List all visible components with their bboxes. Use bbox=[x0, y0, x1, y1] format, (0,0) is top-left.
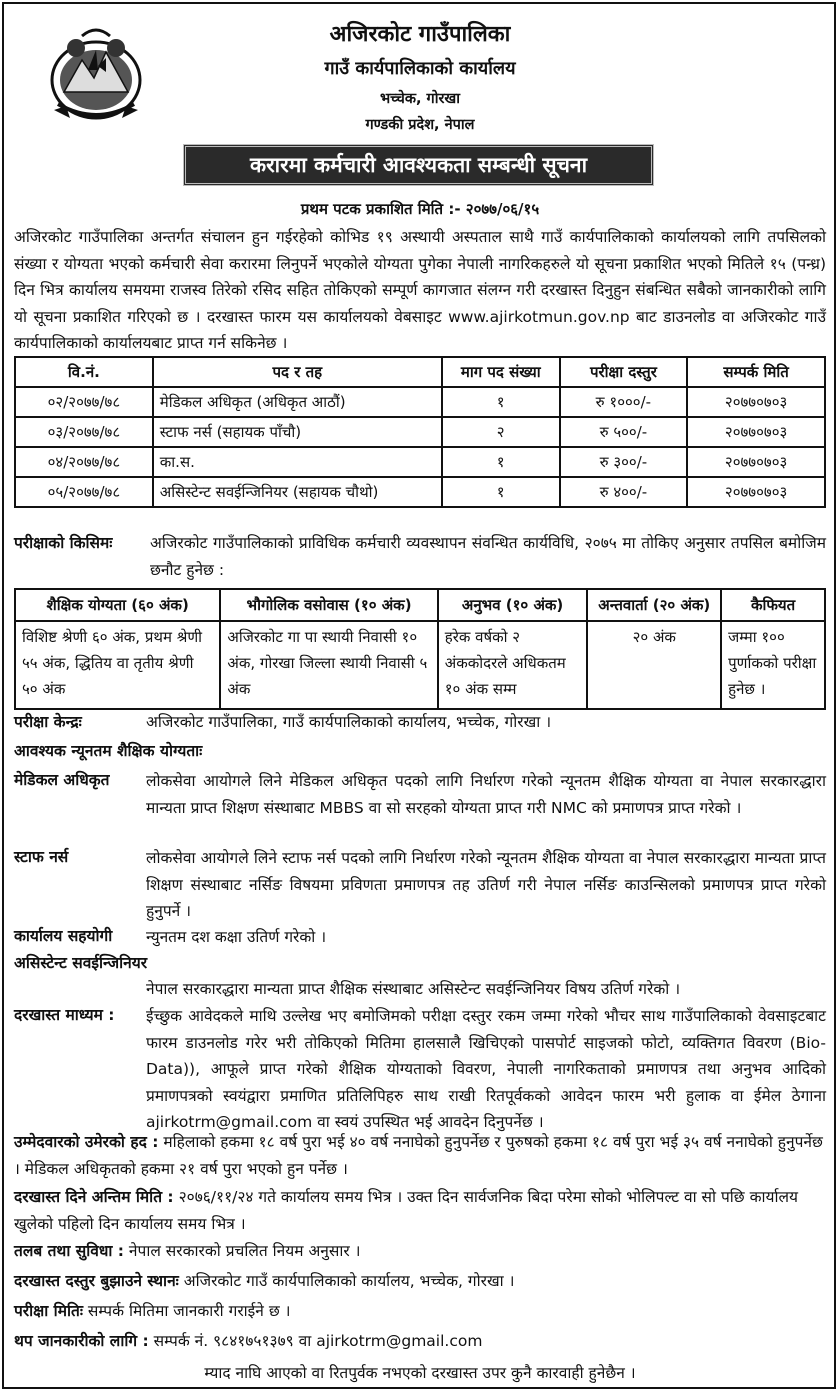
table-row bbox=[15, 621, 825, 709]
province-name: गण्डकी प्रदेश, नेपाल bbox=[365, 117, 475, 133]
position-title: असिस्टेन्ट सवईन्जिनियर (सहायक चौथो) bbox=[153, 477, 442, 507]
header-cell: शैक्षिक योग्यता (६० अंक) bbox=[15, 589, 220, 621]
header-cell: माग पद संख्या bbox=[442, 357, 560, 387]
header-cell: भौगोलिक वसोवास (१० अंक) bbox=[220, 589, 437, 621]
position-title: स्टाफ नर्स (सहायक पाँचौ) bbox=[153, 417, 442, 447]
ad-number: ०५/२०७७/७८ bbox=[15, 477, 153, 507]
contact-date: २०७७०७०३ bbox=[687, 387, 825, 417]
qual-text-staff-nurse: लोकसेवा आयोगले लिने स्टाफ नर्स पदको लागि निर्धारण गरेको न्यूनतम शैक्षिक योग्यता वा नेपाल सरकारद्धारा मान्यता प्राप्त शिक्षण संस्थाबाट नर्सिङ विषयमा प्रविणता प्रमाणपत्र तह उतिर्ण गरी नेपाल नर्सिङ काउन्सिलको प्रमाणपत्र प्राप्त गरेको हुनुपर्ने । bbox=[146, 849, 826, 920]
contact-date: २०७७०७०३ bbox=[687, 477, 825, 507]
deadline-text: २०७६/११/२४ गते कार्यालय समय भित्र । उक्त दिन सार्वजनिक बिदा परेमा सोको भोलिपल्ट वा सो पछि कार्यालय खुलेको पहिलो दिन कार्यालय समय भित्र । bbox=[14, 1188, 798, 1233]
submit-place-text: अजिरकोट गाउँ कार्यपालिकाको कार्यालय, भच्चेक, गोरखा । bbox=[178, 1272, 515, 1290]
office-address: भच्चेक, गोरखा bbox=[379, 91, 461, 107]
table-row bbox=[15, 417, 825, 447]
salary-section bbox=[14, 1238, 826, 1265]
table-row bbox=[15, 477, 825, 507]
qual-text-asst-engineer: नेपाल सरकारद्धारा मान्यता प्राप्त शैक्षिक संस्थाबाट असिस्टेन्ट सवईन्जिनियर विषय उतिर्ण गरेको । bbox=[146, 980, 681, 998]
experience-marks: हरेक वर्षको २ अंककोदरले अधिकतम १० अंक सम्म bbox=[438, 621, 588, 709]
contact-date: २०७७०७०३ bbox=[687, 447, 825, 477]
salary-label: तलब तथा सुविधा : bbox=[14, 1242, 124, 1260]
table-row bbox=[15, 447, 825, 477]
more-info-section bbox=[14, 1328, 826, 1355]
vacancy-count: १ bbox=[442, 447, 560, 477]
vacancy-count: १ bbox=[442, 477, 560, 507]
marks-header-row bbox=[15, 589, 825, 621]
notice-title-banner: करारमा कर्मचारी आवश्यकता सम्बन्धी सूचना bbox=[183, 144, 654, 186]
header-cell: अन्तवार्ता (२० अंक) bbox=[587, 589, 721, 621]
min-qualification-heading: आवश्यक न्यूनतम शैक्षिक योग्यताः bbox=[14, 742, 203, 760]
application-mode-label: दरखास्त माध्यम : bbox=[14, 1006, 115, 1024]
more-info-label: थप जानकारीको लागि : bbox=[14, 1332, 149, 1350]
table-row bbox=[15, 387, 825, 417]
residence-marks: अजिरकोट गा पा स्थायी निवासी १० अंक, गोरखा जिल्ला स्थायी निवासी ५ अंक bbox=[220, 621, 437, 709]
qual-text-office-assistant: न्युनतम दश कक्षा उतिर्ण गरेको । bbox=[146, 928, 327, 946]
exam-fee: रु १०००/- bbox=[560, 387, 688, 417]
exam-center-label: परीक्षा केन्द्रः bbox=[14, 713, 82, 731]
positions-header-row bbox=[15, 357, 825, 387]
published-date: प्रथम पटक प्रकाशित मिति :- २०७७/०६/१५ bbox=[300, 200, 540, 218]
interview-marks: २० अंक bbox=[587, 621, 721, 709]
age-limit-text: महिलाको हकमा १८ वर्ष पुरा भई ४० वर्ष ननाघेको हुनुपर्नेछ र पुरुषको हकमा १८ वर्ष पुरा भई ३५ वर्ष ननाघेको हुनुपर्नेछ । मेडिकल अधिकृतको हकमा २१ वर्ष पुरा भएको हुन पर्नेछ । bbox=[14, 1133, 823, 1178]
qual-text-medical-officer: लोकसेवा आयोगले लिने मेडिकल अधिकृत पदको लागि निर्धारण गरेको न्यूनतम शैक्षिक योग्यता वा नेपाल सरकारद्धारा मान्यता प्राप्त शिक्षण संस्थाबाट MBBS वा सो सरहको योग्यता प्राप्त गरी NMC को प्रमाणपत्र प्राप्त गरेको । bbox=[146, 772, 826, 817]
vacancy-count: १ bbox=[442, 387, 560, 417]
header-cell: अनुभव (१० अंक) bbox=[438, 589, 588, 621]
application-mode-text: ईच्छुक आवेदकले माथि उल्लेख भए बमोजिमको परीक्षा दस्तुर रकम जम्मा गरेको भौचर साथ गाउँपालिकाको वेवसाइटबाट फारम डाउनलोड गरेर भरी तोकिएको मितिमा हालसालै खिचिएको पासपोर्ट साइजको फोटो, व्यक्तिगत विवरण (Bio-Data)), आफूले प्राप्त गरेको शैक्षिक योग्यताको विवरण, नेपाली नागरिकताको प्रमाणपत्र तथा अनुभव आदिको प्रमाणपत्रको स्वयंद्वारा प्रमाणित प्रतिलिपिहरु साथ राखी रितपूर्वकको आवेदन फारम भरी हुलाक वा ईमेल ठेगाना ajirkotrm@gmail.com वा स्वयं उपस्थित भई आवदेन दिनुपर्नेछ । bbox=[146, 1007, 826, 1131]
age-limit-section bbox=[14, 1129, 826, 1182]
exam-date-text: सम्पर्क मितिमा जानकारी गराईने छ । bbox=[82, 1302, 291, 1320]
exam-center-text: अजिरकोट गाउँपालिका, गाउँ कार्यपालिकाको कार्यालय, भच्चेक, गोरखा । bbox=[146, 713, 552, 731]
exam-fee: रु ३००/- bbox=[560, 447, 688, 477]
header-cell: परीक्षा दस्तुर bbox=[560, 357, 688, 387]
municipality-name: अजिरकोट गाउँपालिका bbox=[329, 22, 511, 47]
qual-label-office-assistant: कार्यालय सहयोगी bbox=[14, 927, 113, 945]
contact-date: २०७७०७०३ bbox=[687, 417, 825, 447]
submit-place-section bbox=[14, 1268, 826, 1295]
qual-label-staff-nurse: स्टाफ नर्स bbox=[14, 848, 69, 866]
submit-place-label: दरखास्त दस्तुर बुझाउने स्थानः bbox=[14, 1272, 179, 1290]
exam-date-label: परीक्षा मितिः bbox=[14, 1302, 83, 1320]
office-name: गाउँ कार्यपालिकाको कार्यालय bbox=[324, 58, 516, 79]
remarks: जम्मा १०० पुर्णाकको परीक्षा हुनेछ । bbox=[721, 621, 825, 709]
footer-note: म्याद नाघि आएको वा रितपुर्वक नभएको दरखास्त उपर कुनै कारवाही हुनेछैन । bbox=[204, 1364, 636, 1382]
exam-fee: रु ४००/- bbox=[560, 477, 688, 507]
qual-label-asst-engineer: असिस्टेन्ट सवईन्जिनियर bbox=[14, 954, 148, 972]
exam-fee: रु ५००/- bbox=[560, 417, 688, 447]
deadline-section bbox=[14, 1184, 826, 1237]
education-marks: विशिष्ट श्रेणी ६० अंक, प्रथम श्रेणी ५५ अंक, द्धितिय वा तृतीय श्रेणी ५० अंक bbox=[15, 621, 220, 709]
positions-table bbox=[14, 356, 826, 508]
header-cell: कैफियत bbox=[721, 589, 825, 621]
exam-type-text: अजिरकोट गाउँपालिकाको प्राविधिक कर्मचारी व्यवस्थापन संवन्धित कार्यविधि, २०७५ मा तोकिए अनुसार तपसिल बमोजिम छनौट हुनेछ : bbox=[150, 534, 826, 579]
marks-table bbox=[14, 588, 826, 710]
header-cell: पद र तह bbox=[153, 357, 442, 387]
exam-type-label: परीक्षाको किसिमः bbox=[14, 534, 113, 552]
more-info-text: सम्पर्क नं. ९८४१७५१३७९ वा ajirkotrm@gmail.com bbox=[148, 1332, 483, 1350]
deadline-label: दरखास्त दिने अन्तिम मिति : bbox=[14, 1188, 174, 1206]
ad-number: ०४/२०७७/७८ bbox=[15, 447, 153, 477]
age-limit-label: उम्मेदवारको उमेरको हद : bbox=[14, 1133, 159, 1151]
intro-paragraph: अजिरकोट गाउँपालिका अन्तर्गत संचालन हुन गईरहेको कोभिड १९ अस्थायी अस्पताल साथै गाउँ कार्यपालिकाको कार्यालयको लागि तपसिलको संख्या र योग्यता भएको कर्मचारी सेवा करारमा लिनुपर्ने भएकोले योग्यता पुगेका नेपाली नागरिकहरुले यो सूचना प्रकाशित भएको मितिले १५ (पन्ध्र) दिन भित्र कार्यालय समयमा राजस्व तिरेको रसिद सहित तोकिएको सम्पूर्ण कागजात संलग्न गरी दरखास्त दिनुहुन संबन्धित सबैको जानकारीको लागि यो सूचना प्रकाशित गरिएको छ । दरखास्त फारम यस कार्यालयको वेबसाइट www.ajirkotmun.gov.np बाट डाउनलोड वा अजिरकोट गाउँ कार्यपालिकाको कार्यालयबाट प्राप्त गर्न सकिनेछ । bbox=[14, 228, 826, 352]
qual-label-medical-officer: मेडिकल अधिकृत bbox=[14, 771, 110, 789]
position-title: का.स. bbox=[153, 447, 442, 477]
ad-number: ०३/२०७७/७८ bbox=[15, 417, 153, 447]
position-title: मेडिकल अधिकृत (अधिकृत आठौं) bbox=[153, 387, 442, 417]
ad-number: ०२/२०७७/७८ bbox=[15, 387, 153, 417]
header-cell: सम्पर्क मिति bbox=[687, 357, 825, 387]
vacancy-count: २ bbox=[442, 417, 560, 447]
exam-date-section bbox=[14, 1298, 826, 1325]
header-cell: वि.नं. bbox=[15, 357, 153, 387]
salary-text: नेपाल सरकारको प्रचलित नियम अनुसार । bbox=[124, 1242, 361, 1260]
